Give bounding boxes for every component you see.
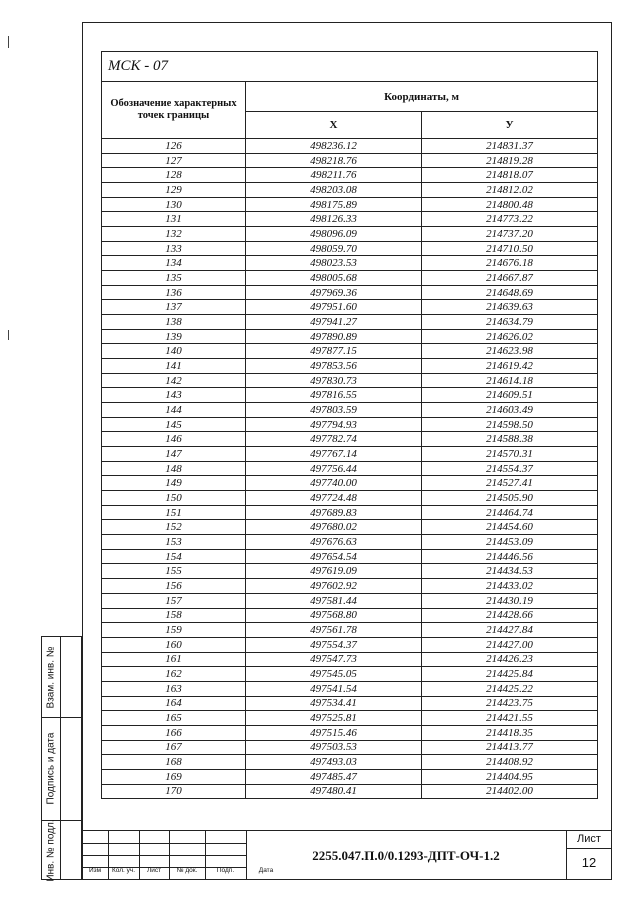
x-coordinate-cell: 497525.81 [246,711,422,726]
table-row [102,197,598,212]
x-coordinate-cell: 497545.05 [246,667,422,682]
table-row [102,417,598,432]
y-coordinate-cell: 214819.28 [422,153,598,168]
point-number-cell: 141 [102,359,246,374]
table-row [102,667,598,682]
point-number-cell: 143 [102,388,246,403]
table-row [102,652,598,667]
y-coordinate-cell: 214603.49 [422,403,598,418]
col-label-podp: Подп. [216,867,235,874]
x-coordinate-cell: 498126.33 [246,212,422,227]
x-coordinate-cell: 497493.03 [246,755,422,770]
table-row [102,183,598,198]
y-coordinate-cell: 214623.98 [422,344,598,359]
table-row [102,153,598,168]
point-number-cell: 127 [102,153,246,168]
point-number-cell: 151 [102,505,246,520]
side-stamp [41,636,82,880]
y-coordinate-cell: 214454.60 [422,520,598,535]
x-coordinate-cell: 497877.15 [246,344,422,359]
table-row [102,593,598,608]
table-row [102,285,598,300]
y-coordinate-cell: 214425.22 [422,681,598,696]
point-number-cell: 159 [102,623,246,638]
header-point-designation: Обозначение характерных точек границы [102,82,246,139]
header-coordinates: Координаты, м [246,82,598,112]
coordinates-rows [102,139,598,799]
x-coordinate-cell: 497619.09 [246,564,422,579]
table-row [102,608,598,623]
table-row [102,740,598,755]
table-row [102,329,598,344]
y-coordinate-cell: 214676.18 [422,256,598,271]
y-coordinate-cell: 214427.84 [422,623,598,638]
y-coordinate-cell: 214423.75 [422,696,598,711]
x-coordinate-cell: 498211.76 [246,168,422,183]
x-coordinate-cell: 497724.48 [246,491,422,506]
table-row [102,388,598,403]
col-label-list: Лист [146,867,162,874]
table-row [102,535,598,550]
x-coordinate-cell: 498203.08 [246,183,422,198]
x-coordinate-cell: 498096.09 [246,227,422,242]
x-coordinate-cell: 497767.14 [246,447,422,462]
table-row [102,315,598,330]
table-row [102,300,598,315]
table-row [102,579,598,594]
y-coordinate-cell: 214812.02 [422,183,598,198]
y-coordinate-cell: 214626.02 [422,329,598,344]
point-number-cell: 156 [102,579,246,594]
point-number-cell: 129 [102,183,246,198]
document-code: 2255.047.П.0/0.1293-ДПТ-ОЧ-1.2 [312,848,500,863]
table-row [102,403,598,418]
point-number-cell: 163 [102,681,246,696]
y-coordinate-cell: 214433.02 [422,579,598,594]
point-number-cell: 135 [102,271,246,286]
x-coordinate-cell: 497581.44 [246,593,422,608]
x-coordinate-cell: 497782.74 [246,432,422,447]
table-row [102,491,598,506]
x-coordinate-cell: 497534.41 [246,696,422,711]
point-number-cell: 138 [102,315,246,330]
x-coordinate-cell: 497740.00 [246,476,422,491]
x-coordinate-cell: 497941.27 [246,315,422,330]
point-number-cell: 142 [102,373,246,388]
point-number-cell: 165 [102,711,246,726]
side-field-original-inv: Инв. № подл. [45,818,57,882]
point-number-cell: 146 [102,432,246,447]
table-row [102,505,598,520]
table-row [102,373,598,388]
y-coordinate-cell: 214446.56 [422,549,598,564]
y-coordinate-cell: 214648.69 [422,285,598,300]
point-number-cell: 161 [102,652,246,667]
y-coordinate-cell: 214619.42 [422,359,598,374]
x-coordinate-cell: 497485.47 [246,769,422,784]
x-coordinate-cell: 498218.76 [246,153,422,168]
point-number-cell: 168 [102,755,246,770]
side-field-signature-date: Подпись и дата [45,732,57,805]
x-coordinate-cell: 498236.12 [246,139,422,154]
y-coordinate-cell: 214427.00 [422,637,598,652]
table-row [102,711,598,726]
table-row [102,359,598,374]
table-row [102,168,598,183]
table-row [102,227,598,242]
y-coordinate-cell: 214737.20 [422,227,598,242]
x-coordinate-cell: 497803.59 [246,403,422,418]
y-coordinate-cell: 214614.18 [422,373,598,388]
point-number-cell: 134 [102,256,246,271]
side-field-replacement-inv: Взам. инв. № [45,646,57,708]
point-number-cell: 148 [102,461,246,476]
header-x: X [246,112,422,139]
y-coordinate-cell: 214413.77 [422,740,598,755]
point-number-cell: 144 [102,403,246,418]
table-row [102,681,598,696]
x-coordinate-cell: 498175.89 [246,197,422,212]
col-label-izm: Изм [88,867,102,874]
point-number-cell: 140 [102,344,246,359]
y-coordinate-cell: 214418.35 [422,725,598,740]
y-coordinate-cell: 214404.95 [422,769,598,784]
table-row [102,432,598,447]
point-number-cell: 130 [102,197,246,212]
point-number-cell: 131 [102,212,246,227]
table-row [102,447,598,462]
y-coordinate-cell: 214421.55 [422,711,598,726]
point-number-cell: 169 [102,769,246,784]
y-coordinate-cell: 214639.63 [422,300,598,315]
x-coordinate-cell: 497568.80 [246,608,422,623]
y-coordinate-cell: 214430.19 [422,593,598,608]
coordinates-table-container [101,51,597,799]
col-label-ndok: № док. [176,867,198,874]
x-coordinate-cell: 497541.54 [246,681,422,696]
y-coordinate-cell: 214408.92 [422,755,598,770]
y-coordinate-cell: 214667.87 [422,271,598,286]
table-row [102,476,598,491]
point-number-cell: 147 [102,447,246,462]
y-coordinate-cell: 214505.90 [422,491,598,506]
x-coordinate-cell: 497680.02 [246,520,422,535]
point-number-cell: 166 [102,725,246,740]
y-coordinate-cell: 214598.50 [422,417,598,432]
table-row [102,241,598,256]
point-number-cell: 128 [102,168,246,183]
point-number-cell: 154 [102,549,246,564]
point-number-cell: 132 [102,227,246,242]
table-row [102,725,598,740]
table-row [102,212,598,227]
point-number-cell: 153 [102,535,246,550]
y-coordinate-cell: 214588.38 [422,432,598,447]
table-row [102,271,598,286]
table-row [102,696,598,711]
point-number-cell: 136 [102,285,246,300]
table-row [102,461,598,476]
point-number-cell: 149 [102,476,246,491]
x-coordinate-cell: 497816.55 [246,388,422,403]
point-number-cell: 167 [102,740,246,755]
y-coordinate-cell: 214773.22 [422,212,598,227]
y-coordinate-cell: 214425.84 [422,667,598,682]
point-number-cell: 126 [102,139,246,154]
table-row [102,623,598,638]
point-number-cell: 160 [102,637,246,652]
coordinate-system-label: МСК - 07 [102,52,598,82]
point-number-cell: 152 [102,520,246,535]
x-coordinate-cell: 497830.73 [246,373,422,388]
x-coordinate-cell: 497756.44 [246,461,422,476]
x-coordinate-cell: 497480.41 [246,784,422,799]
table-row [102,637,598,652]
y-coordinate-cell: 214634.79 [422,315,598,330]
point-number-cell: 157 [102,593,246,608]
coordinates-table [101,51,598,799]
x-coordinate-cell: 497503.53 [246,740,422,755]
x-coordinate-cell: 497547.73 [246,652,422,667]
x-coordinate-cell: 497654.54 [246,549,422,564]
point-number-cell: 145 [102,417,246,432]
y-coordinate-cell: 214800.48 [422,197,598,212]
sheet-label: Лист [577,833,601,845]
table-row [102,784,598,799]
point-number-cell: 137 [102,300,246,315]
x-coordinate-cell: 498023.53 [246,256,422,271]
col-label-kol: Кол. уч. [111,867,136,874]
x-coordinate-cell: 498005.68 [246,271,422,286]
sheet-number: 12 [581,855,597,870]
point-number-cell: 133 [102,241,246,256]
y-coordinate-cell: 214402.00 [422,784,598,799]
x-coordinate-cell: 497602.92 [246,579,422,594]
x-coordinate-cell: 498059.70 [246,241,422,256]
table-row [102,344,598,359]
x-coordinate-cell: 497554.37 [246,637,422,652]
x-coordinate-cell: 497951.60 [246,300,422,315]
y-coordinate-cell: 214831.37 [422,139,598,154]
y-coordinate-cell: 214464.74 [422,505,598,520]
table-row [102,549,598,564]
point-number-cell: 155 [102,564,246,579]
point-number-cell: 150 [102,491,246,506]
x-coordinate-cell: 497969.36 [246,285,422,300]
point-number-cell: 139 [102,329,246,344]
y-coordinate-cell: 214609.51 [422,388,598,403]
col-label-data: Дата [258,867,274,874]
binding-mark-top [8,36,9,48]
table-row [102,139,598,154]
y-coordinate-cell: 214434.53 [422,564,598,579]
x-coordinate-cell: 497794.93 [246,417,422,432]
y-coordinate-cell: 214453.09 [422,535,598,550]
table-row [102,256,598,271]
point-number-cell: 164 [102,696,246,711]
binding-mark-middle [8,330,9,340]
y-coordinate-cell: 214426.23 [422,652,598,667]
y-coordinate-cell: 214428.66 [422,608,598,623]
x-coordinate-cell: 497561.78 [246,623,422,638]
y-coordinate-cell: 214527.41 [422,476,598,491]
table-row [102,564,598,579]
table-row [102,520,598,535]
point-number-cell: 170 [102,784,246,799]
header-y: У [422,112,598,139]
table-row [102,755,598,770]
x-coordinate-cell: 497676.63 [246,535,422,550]
x-coordinate-cell: 497689.83 [246,505,422,520]
point-number-cell: 162 [102,667,246,682]
x-coordinate-cell: 497853.56 [246,359,422,374]
table-row [102,769,598,784]
y-coordinate-cell: 214570.31 [422,447,598,462]
y-coordinate-cell: 214710.50 [422,241,598,256]
point-number-cell: 158 [102,608,246,623]
y-coordinate-cell: 214818.07 [422,168,598,183]
y-coordinate-cell: 214554.37 [422,461,598,476]
x-coordinate-cell: 497890.89 [246,329,422,344]
title-block [82,830,612,880]
x-coordinate-cell: 497515.46 [246,725,422,740]
